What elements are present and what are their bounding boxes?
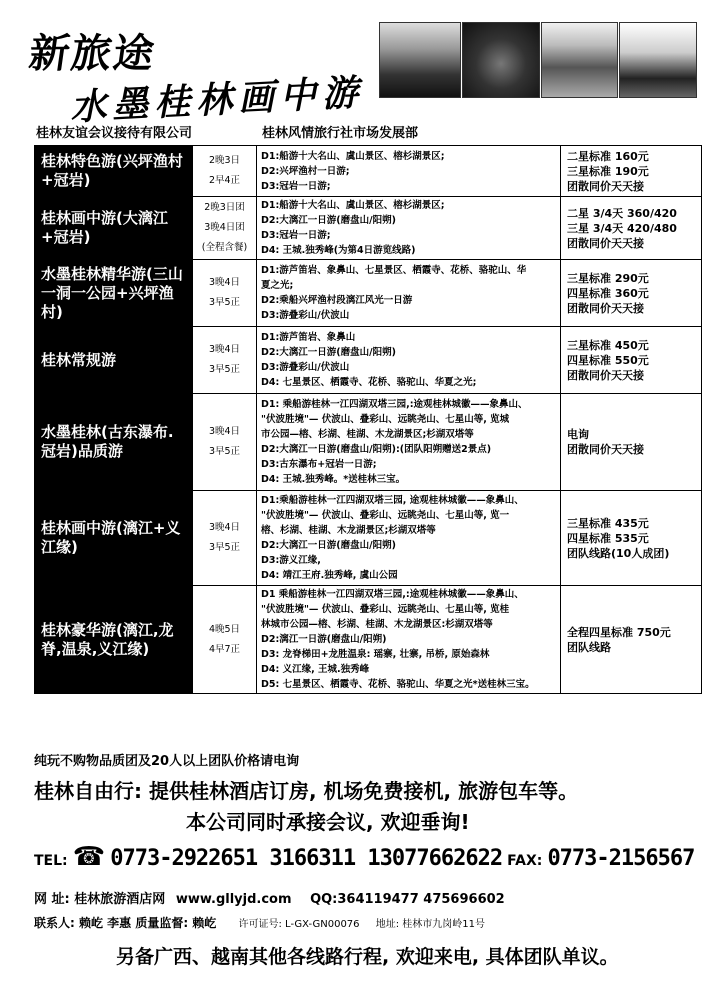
tour-price-line: 三星标准 450元: [567, 338, 649, 352]
tour-itinerary-line: 榕、杉湖、桂湖、木龙湖景区;杉湖双塔等: [261, 525, 436, 536]
tour-row: [35, 327, 702, 394]
web-row: [34, 888, 505, 907]
tour-itinerary-line: "伏波胜境"— 伏波山、叠彩山、远眺尧山、七星山等, 览一: [261, 510, 510, 521]
fax-number[interactable]: 0773-2156567: [547, 846, 695, 871]
tour-table: [34, 145, 702, 694]
tour-duration-line: 2早4正: [208, 175, 241, 186]
tour-itinerary-line: D3:冠岩一日游;: [261, 230, 331, 241]
brand-subtitle: 水墨桂林画中游: [69, 71, 366, 129]
tour-duration-line: 3早5正: [208, 542, 241, 553]
closing-text: 另备广西、越南其他各线路行程, 欢迎来电, 具体团队单议。: [116, 946, 619, 968]
tour-name: 桂林特色游(兴坪渔村+冠岩): [35, 146, 193, 197]
company-left: 桂林友谊会议接待有限公司: [36, 126, 193, 141]
tour-duration: [193, 327, 257, 394]
tour-itinerary-line: D1:船游十大名山、虞山景区、榕杉湖景区;: [261, 150, 445, 162]
phone-row: [34, 842, 694, 872]
qq-numbers: QQ:364119477 475696602: [310, 892, 505, 907]
web-url[interactable]: www.gllyjd.com: [175, 892, 292, 907]
tour-duration-line: 4晚5日: [208, 623, 241, 635]
tour-name: 桂林豪华游(漓江,龙脊,温泉,义江缘): [35, 586, 193, 694]
tour-price-line: 二星 3/4天 360/420: [567, 206, 677, 220]
meeting-text: 本公司同时承接会议, 欢迎垂询!: [186, 810, 470, 834]
tour-duration-line: 3晚4日: [208, 277, 241, 288]
tour-itinerary-line: D1: 乘船游桂林一江四湖双塔三园,:途观桂林城徽——象鼻山、: [261, 399, 528, 410]
tour-itinerary-line: D3:游叠彩山/伏波山: [261, 362, 350, 373]
tour-price-line: 二星标准 160元: [567, 149, 649, 163]
tour-itinerary-line: D2:兴坪渔村一日游;: [261, 165, 350, 177]
tour-duration-line: 3早5正: [208, 446, 241, 457]
tour-duration: [193, 260, 257, 327]
tour-itinerary-line: D2:大漓江一日游(磨盘山/阳朔):(团队阳朔赠送2景点): [261, 444, 492, 455]
tour-price-line: 团散同价天天接: [567, 179, 644, 193]
contact-row: [34, 914, 485, 931]
tour-price-line: 团散同价天天接: [567, 368, 644, 382]
tour-itinerary-line: D1:游芦笛岩、象鼻山、七星景区、栖霞寺、花桥、骆驼山、华: [261, 265, 527, 276]
tour-duration-line: 3早5正: [208, 364, 241, 375]
tour-price: [561, 146, 702, 197]
tour-duration-line: (全程含餐): [201, 242, 248, 253]
tour-duration-line: 3早5正: [208, 297, 241, 308]
tour-price-line: 四星标准 360元: [567, 286, 649, 300]
tour-duration: [193, 491, 257, 586]
tour-price-line: 团队线路(10人成团): [567, 546, 670, 560]
tour-itinerary: [257, 197, 561, 260]
tour-itinerary-line: D3:游义江缘,: [261, 555, 321, 566]
tour-name: 水墨桂林精华游(三山一洞一公园+兴坪渔村): [35, 260, 193, 327]
tour-duration: [193, 586, 257, 694]
tour-itinerary-line: D2:漓江一日游(磨盘山/阳朔): [261, 634, 387, 645]
tour-itinerary-line: D4: 七星景区、栖霞寺、花桥、骆驼山、华夏之光;: [261, 377, 477, 388]
tour-duration: [193, 146, 257, 197]
tour-price: [561, 327, 702, 394]
tour-itinerary-line: D1:游芦笛岩、象鼻山: [261, 332, 356, 343]
tour-duration: [193, 197, 257, 260]
tour-price: [561, 394, 702, 491]
photo-karst-mountains: [379, 22, 461, 98]
tour-itinerary-line: D4: 王城.独秀峰(为第4日游览线路): [261, 245, 416, 256]
tour-name: 水墨桂林(古东瀑布.冠岩)品质游: [35, 394, 193, 491]
tour-itinerary-line: D3:古东瀑布+冠岩一日游;: [261, 459, 377, 470]
tour-name: 桂林画中游(大漓江+冠岩): [35, 197, 193, 260]
tour-duration-line: 3晚4日团: [204, 222, 245, 233]
contact-text: 联系人: 赖屹 李惠 质量监督: 赖屹: [34, 916, 217, 930]
web-label: 网 址:: [34, 892, 70, 907]
tour-itinerary: [257, 260, 561, 327]
tour-itinerary-line: D4: 义江缘, 王城.独秀峰: [261, 664, 370, 675]
tour-itinerary-line: 林城市公园—榕、杉湖、桂湖、木龙湖景区:杉湖双塔等: [261, 619, 493, 630]
tour-itinerary-line: D1 乘船游桂林一江四湖双塔三园,:途观桂林城徽——象鼻山、: [261, 589, 524, 600]
free-tour-text: 桂林自由行: 提供桂林酒店订房, 机场免费接机, 旅游包车等。: [34, 779, 579, 803]
fax-label: FAX:: [507, 853, 543, 869]
tour-itinerary: [257, 586, 561, 694]
tour-price-line: 三星标准 435元: [567, 516, 649, 530]
tour-itinerary: [257, 394, 561, 491]
tour-itinerary-line: "伏波胜境"— 伏波山、叠彩山、远眺尧山、七星山等, 览桂: [261, 604, 510, 615]
tour-price-line: 团散同价天天接: [567, 443, 644, 456]
tour-itinerary-line: D3: 龙脊梯田+龙胜温泉: 瑶寨, 壮寨, 吊桥, 原始森林: [261, 649, 490, 660]
tour-price-line: 三星标准 190元: [567, 164, 649, 178]
tour-row: [35, 491, 702, 586]
tour-name: 桂林画中游(漓江+义江缘): [35, 491, 193, 586]
tour-itinerary: [257, 491, 561, 586]
tour-itinerary-line: D2:大漓江一日游(磨盘山/阳朔): [261, 347, 396, 358]
brand-title: 新旅途: [26, 31, 159, 77]
tour-price-line: 四星标准 550元: [567, 353, 649, 367]
tour-duration-line: 2晚3日团: [204, 202, 245, 213]
web-name: 桂林旅游酒店网: [74, 892, 166, 907]
tour-itinerary-line: D5: 七星景区、栖霞寺、花桥、骆驼山、华夏之光*送桂林三宝。: [261, 679, 535, 690]
tour-duration-line: 2晚3日: [208, 155, 241, 166]
tour-itinerary-line: D2:大漓江一日游(磨盘山/阳朔): [261, 540, 396, 551]
tour-price-line: 四星标准 535元: [567, 531, 649, 545]
tour-itinerary-line: "伏波胜境"— 伏波山、叠彩山、远眺尧山、七星山等, 览城: [261, 414, 510, 425]
tour-price-line: 三星 3/4天 420/480: [567, 221, 677, 235]
tour-itinerary: [257, 146, 561, 197]
license-text: 许可证号: L-GX-GN00076: [238, 919, 360, 930]
address-text: 地址: 桂林市九岗岭11号: [375, 919, 486, 930]
tour-price-line: 全程四星标准 750元: [567, 625, 671, 639]
tour-price-line: 团散同价天天接: [567, 236, 644, 250]
tour-price-line: 团队线路: [567, 640, 611, 654]
tour-duration-line: 3晚4日: [208, 522, 241, 533]
photo-elephant-trunk-hill: [619, 22, 697, 98]
tour-price: [561, 197, 702, 260]
tour-price: [561, 260, 702, 327]
tour-itinerary-line: D2:乘船兴坪渔村段漓江风光一日游: [261, 295, 413, 306]
tour-price: [561, 586, 702, 694]
tour-price: [561, 491, 702, 586]
photo-river-boat: [541, 22, 618, 98]
phone-numbers[interactable]: 0773-2922651 3166311 13077662622: [110, 846, 503, 871]
tour-itinerary-line: D3:冠岩一日游;: [261, 180, 331, 192]
tour-row: [35, 394, 702, 491]
tour-itinerary-line: 市公园—榕、杉湖、桂湖、木龙湖景区;杉湖双塔等: [261, 429, 474, 440]
tour-price-line: 电询: [567, 428, 589, 441]
tour-duration-line: 4早7正: [208, 643, 241, 655]
tour-name: 桂林常规游: [35, 327, 193, 394]
tour-price-line: 团散同价天天接: [567, 301, 644, 315]
tour-itinerary-line: D1:乘船游桂林一江四湖双塔三园, 途观桂林城徽——象鼻山、: [261, 495, 524, 506]
tour-row: [35, 197, 702, 260]
tour-itinerary-line: D3:游叠彩山/伏波山: [261, 310, 350, 321]
tour-duration: [193, 394, 257, 491]
tour-row: [35, 260, 702, 327]
photo-minority-girls: [462, 22, 540, 98]
tour-itinerary-line: 夏之光;: [261, 280, 294, 291]
tour-price-line: 三星标准 290元: [567, 271, 649, 285]
tour-itinerary: [257, 327, 561, 394]
tour-itinerary-line: D4: 靖江王府.独秀峰, 虞山公园: [261, 570, 398, 581]
tour-duration-line: 3晚4日: [208, 426, 241, 437]
tour-itinerary-line: D2:大漓江一日游(磨盘山/阳朔): [261, 215, 396, 226]
tour-itinerary-line: D1:船游十大名山、虞山景区、榕杉湖景区;: [261, 200, 445, 211]
tour-duration-line: 3晚4日: [208, 344, 241, 355]
company-right: 桂林风情旅行社市场发展部: [262, 126, 419, 141]
notice-text: 纯玩不购物品质团及20人以上团队价格请电询: [34, 754, 300, 769]
tour-row: [35, 586, 702, 694]
tour-row: [35, 146, 702, 197]
phone-icon: ☎: [72, 842, 106, 872]
tour-itinerary-line: D4: 王城.独秀峰。*送桂林三宝。: [261, 474, 406, 485]
tel-label: TEL:: [34, 853, 68, 869]
